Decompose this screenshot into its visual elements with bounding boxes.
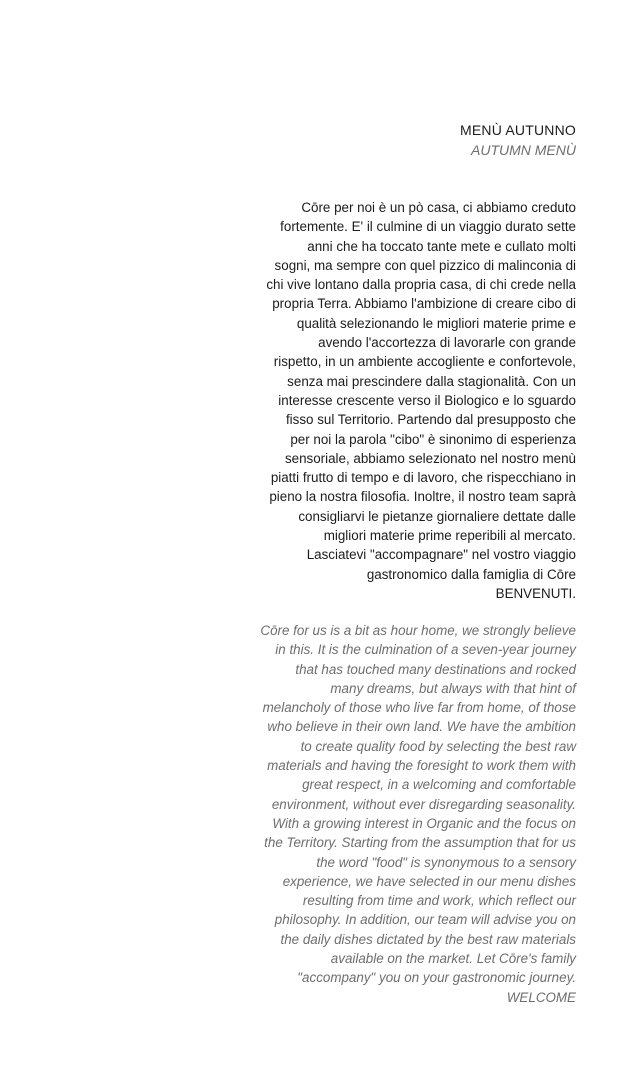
intro-en-line: melancholy of those who live far from home, of those [262, 700, 576, 716]
intro-it-line: chi vive lontano dalla propria casa, di chi crede nella [266, 277, 576, 293]
intro-it-line: propria Terra. Abbiamo l'ambizione di creare cibo di [272, 296, 576, 312]
intro-en-line: in this. It is the culmination of a seven-year journey [275, 642, 576, 658]
intro-it-line: consigliarvi le pietanze giornaliere dettate dalle [298, 508, 576, 524]
intro-it-line: Cōre per noi è un pò casa, ci abbiamo creduto [301, 200, 576, 215]
intro-it-line: per noi la parola "cibo" è sinonimo di esperienza [290, 431, 576, 447]
intro-en-line: great respect, in a welcoming and comfortable [302, 777, 576, 793]
intro-it-line: fisso sul Territorio. Partendo dal presupposto che [285, 412, 576, 428]
intro-en-line: With a growing interest in Organic and the focus on [272, 815, 576, 831]
intro-it-line: interesse crescente verso il Biologico e lo sguardo [278, 392, 576, 408]
intro-en-line: available on the market. Let Cōre's family [330, 951, 576, 967]
intro-it-welcome: BENVENUTI. [495, 585, 576, 601]
intro-it-line: avendo l'accortezza di lavorarle con grande [318, 335, 576, 351]
intro-en-line: the word "food" is synonymous to a sensory [316, 854, 576, 870]
intro-text-italian [226, 198, 576, 603]
menu-title-italian: MENÙ AUTUNNO [460, 122, 576, 138]
intro-en-line: the Territory. Starting from the assumption that for us [264, 835, 576, 851]
intro-it-line: anni che ha toccato tante mete e cullato molti [307, 238, 576, 254]
menu-title-english: AUTUMN MENÙ [471, 142, 576, 158]
intro-it-line: fortemente. E' il culmine di un viaggio durato sette [280, 219, 576, 235]
intro-text-english [226, 621, 576, 1007]
intro-it-line: piatti frutto di tempo e di lavoro, che rispecchiano in [270, 470, 576, 486]
intro-en-line: environment, without ever disregarding seasonality. [271, 796, 576, 812]
intro-en-welcome: WELCOME [506, 989, 576, 1005]
intro-en-line: that has touched many destinations and rocked [295, 661, 576, 677]
intro-en-line: the daily dishes dictated by the best raw materials [280, 931, 576, 947]
intro-it-line: pieno la nostra filosofia. Inoltre, il nostro team saprà [269, 489, 576, 505]
intro-it-line: qualità selezionando le migliori materie prime e [296, 315, 576, 331]
intro-it-line: rispetto, in un ambiente accogliente e confortevole, [273, 354, 576, 370]
intro-it-line: senza mai prescindere dalla stagionalità. Con un [287, 373, 576, 389]
intro-en-line: many dreams, but always with that hint of [330, 680, 576, 696]
intro-en-line: Cōre for us is a bit as hour home, we strongly believe [260, 623, 576, 638]
intro-en-line: resulting from time and work, which reflect our [302, 893, 576, 909]
intro-en-line: "accompany" you on your gastronomic journey. [297, 970, 576, 986]
intro-it-line: Lasciatevi "accompagnare" nel vostro viaggio [306, 547, 576, 563]
intro-en-line: who believe in their own land. We have the ambition [267, 719, 576, 735]
intro-it-line: sogni, ma sempre con quel pizzico di malinconia di [274, 257, 576, 273]
intro-en-line: experience, we have selected in our menu dishes [282, 873, 576, 889]
intro-en-line: materials and having the foresight to work them with [267, 758, 576, 774]
menu-header [460, 120, 576, 160]
intro-it-line: migliori materie prime reperibili al mercato. [323, 528, 576, 544]
intro-en-line: philosophy. In addition, our team will advise you on [274, 912, 576, 928]
intro-it-line: sensoriale, abbiamo selezionato nel nostro menù [284, 450, 576, 466]
intro-en-line: to create quality food by selecting the best raw [300, 738, 576, 754]
intro-it-line: gastronomico dalla famiglia di Cōre [366, 566, 576, 582]
